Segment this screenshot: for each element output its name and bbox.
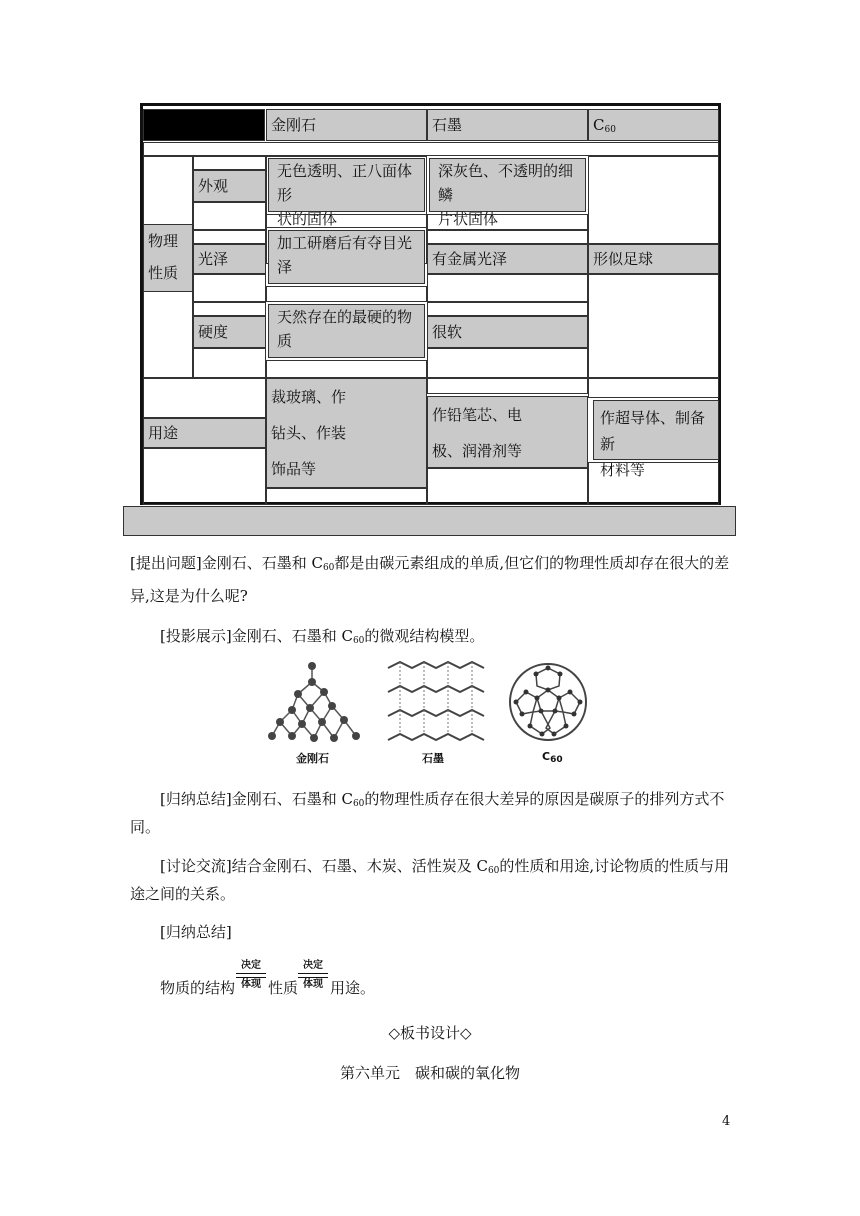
graphite-appearance: 深灰色、不透明的细鳞 片状固体 (429, 158, 586, 212)
header-diamond: 金刚石 (266, 109, 427, 141)
graphite-spacer-a (427, 214, 588, 230)
diamond-figure-label: 金刚石 (296, 752, 329, 765)
attr-spacer-3 (193, 230, 266, 244)
header-graphite: 石墨 (427, 109, 588, 141)
graphite-spacer-e (427, 348, 588, 378)
summary1-paragraph: [归纳总结]金刚石、石墨和 $C_{60}$的物理性质存在很大差异的原因是碳原子的排列方式不 (160, 790, 725, 809)
relation-usage: 用途。 (330, 979, 376, 997)
structure-figure (262, 658, 582, 770)
graphite-figure-label: 石墨 (422, 752, 444, 765)
diamond-spacer-a (266, 214, 427, 228)
usage-spacer-a (143, 378, 266, 418)
summary2-heading: [归纳总结] (160, 923, 232, 941)
usage-spacer-b (143, 448, 266, 505)
c60-figure-label: $C_{60}$ (542, 750, 563, 765)
c60-luster: 形似足球 (588, 244, 719, 274)
attr-hardness: 硬度 (193, 316, 266, 348)
diamond-structure-icon (262, 658, 362, 746)
attr-spacer-1 (193, 156, 266, 170)
graphite-spacer-d (427, 302, 588, 316)
table-corner-cell (143, 109, 265, 141)
graphite-spacer-b (427, 230, 588, 244)
attr-spacer-4 (193, 274, 266, 302)
discussion-paragraph-line2: 途之间的关系。 (130, 885, 236, 903)
c60-spacer-b (588, 274, 719, 378)
relation-structure: 物质的结构 (160, 979, 236, 997)
graphite-usage-spacer-a (427, 378, 588, 394)
properties-table (140, 103, 721, 505)
c60-spacer-a (588, 156, 719, 244)
diamond-spacer-b (266, 286, 427, 302)
relation-property: 性质 (268, 979, 299, 997)
graphite-usage-spacer-b (427, 468, 588, 505)
attr-spacer-2 (193, 202, 266, 230)
board-design-title: ◇板书设计◇ (388, 1024, 472, 1042)
graphite-hardness: 很软 (427, 316, 588, 348)
decide-arrow-1: 决定 体现 (236, 960, 266, 998)
graphite-luster: 有金属光泽 (427, 244, 588, 274)
group-physical-label: 物理 性质 (143, 224, 193, 292)
usage-label: 用途 (143, 418, 266, 448)
diamond-luster: 加工研磨后有夺目光 泽 (268, 230, 425, 284)
diamond-hardness: 天然存在的最硬的物 质 (268, 304, 425, 358)
projection-paragraph: [投影展示]金刚石、石墨和 $C_{60}$的微观结构模型。 (160, 627, 485, 646)
graphite-usage: 作铅笔芯、电 极、润滑剂等 (427, 396, 588, 468)
attr-luster: 光泽 (193, 244, 266, 274)
relation-line (160, 960, 560, 1000)
diamond-usage-spacer (266, 488, 427, 505)
diamond-usage: 裁玻璃、作 钻头、作装 饰品等 (266, 378, 427, 488)
attr-appearance: 外观 (193, 170, 266, 202)
discussion-paragraph: [讨论交流]结合金刚石、石墨、木炭、活性炭及 $C_{60}$的性质和用途,讨论物质的性质与用 (160, 857, 730, 876)
c60-usage: 作超导体、制备新 材料等 (593, 400, 719, 460)
attr-spacer-5 (193, 302, 266, 316)
page-number: 4 (722, 1114, 731, 1129)
c60-usage-spacer-a (588, 378, 719, 398)
graphite-spacer-c (427, 274, 588, 302)
board-unit-title: 第六单元 碳和碳的氧化物 (339, 1064, 520, 1082)
c60-structure-icon (506, 660, 590, 744)
graphite-structure-icon (384, 658, 492, 746)
diamond-appearance: 无色透明、正八面体形 状的固体 (268, 158, 425, 212)
table-footer-bar (123, 506, 736, 536)
c60-usage-spacer-b (588, 462, 719, 505)
question-paragraph: [提出问题]金刚石、石墨和 $C_{60}$都是由碳元素组成的单质,但它们的物理性质却存在很大的差 异,这是为什么呢? (130, 554, 730, 605)
summary1-paragraph-line2: 同。 (130, 818, 161, 836)
attr-spacer-6 (193, 348, 266, 378)
spacer-row (143, 142, 719, 156)
decide-arrow-2: 决定 体现 (298, 960, 328, 998)
diamond-spacer-c (266, 360, 427, 378)
header-c60: $C_{60}$ (588, 109, 719, 141)
